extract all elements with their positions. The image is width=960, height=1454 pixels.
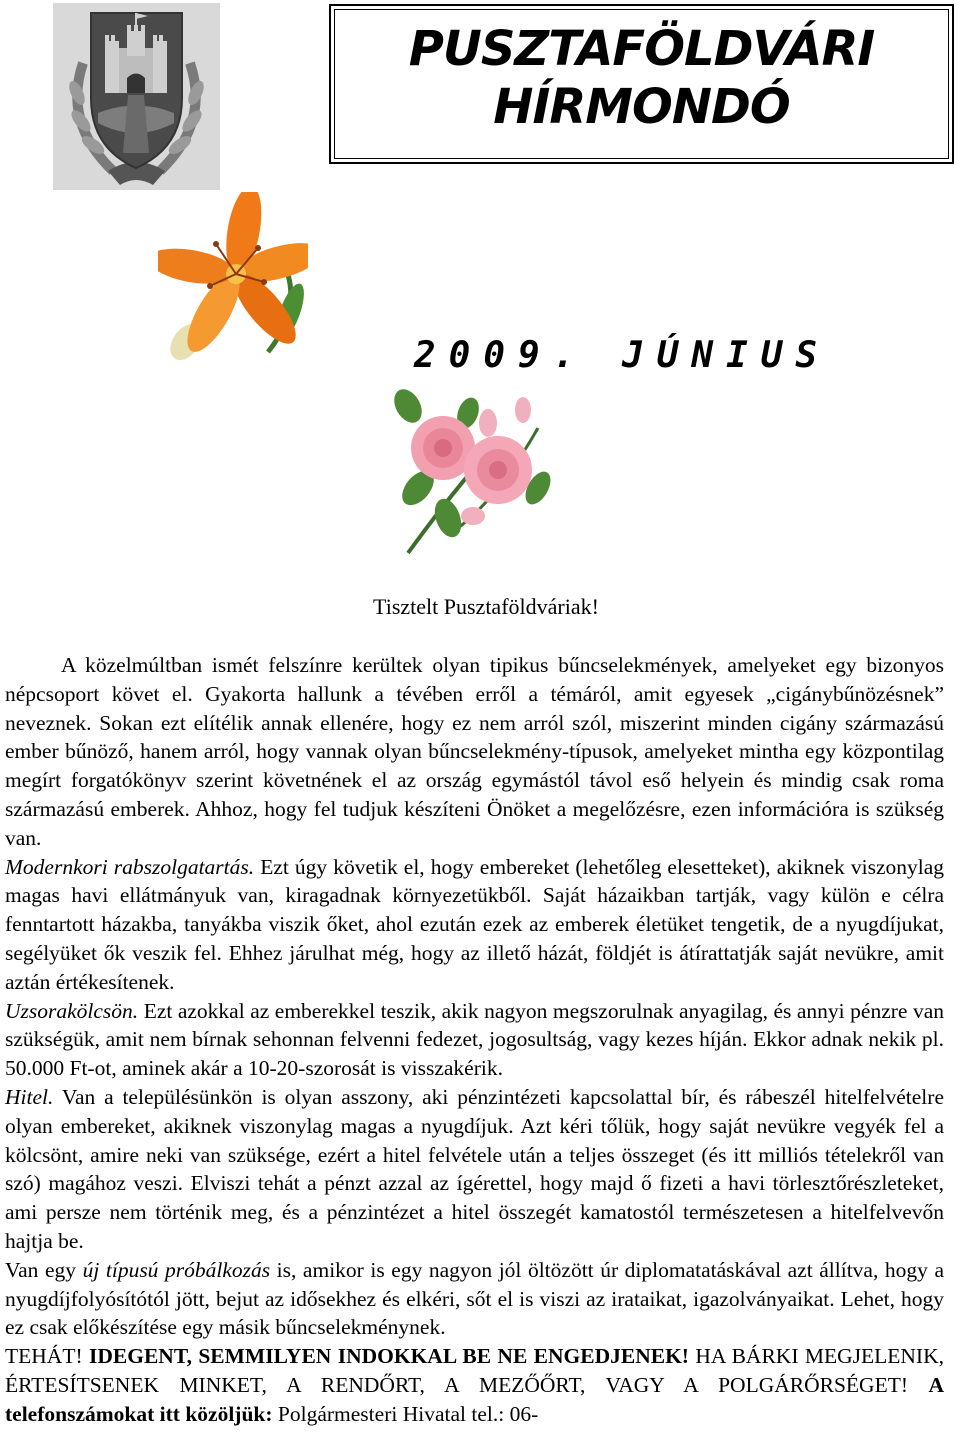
coat-of-arms-logo xyxy=(53,3,220,190)
warning-lead: TEHÁT! xyxy=(5,1344,89,1369)
phones-text: Polgármesteri Hivatal tel.: 06- xyxy=(272,1401,539,1426)
title-line-1: PUSZTAFÖLDVÁRI xyxy=(408,21,875,77)
slavery-paragraph xyxy=(5,853,944,997)
usury-text: Ezt azokkal az emberekkel teszik, akik nagyon megszorulnak anyagilag, és annyi pénzre van szükségük, amit nem bírnak sehonnan felvenni fedezet, jogosultság, vagy kezes híján. Ekkor adnak nekik pl. 50.000 Ft-ot, aminek akár a 10-20-szorosát is visszakérik. xyxy=(5,998,944,1081)
credit-heading: Hitel. xyxy=(5,1084,54,1109)
article-body xyxy=(5,651,944,1429)
warning-bold: IDEGENT, SEMMILYEN INDOKKAL BE NE ENGEDJENEK! xyxy=(89,1344,689,1369)
greeting: Tisztelt Pusztaföldváriak! xyxy=(373,594,599,619)
credit-text: Van a településünkön is olyan asszony, aki pénzintézeti kapcsolattal bír, és rábeszél hitelfelvételre olyan embereket, akiknek viszonylag magas a nyugdíjuk. Azt kéri tőlük, hogy saját nevükre vegyék fel a kölcsönt, amire neki van szüksége, ezért a hitel felvétele után a teljes összeget (és itt milliós tételekről van szó) magához veszi. Elviszi tehát a pénzt azzal az ígérettel, hogy majd ő fizeti a havi törlesztőrészleteket, ami persze nem történik meg, és a pénzintézet a hitel összegét kamatostól természetesen a hitelfelvevőn hajtja be. xyxy=(5,1084,944,1253)
newsletter-title xyxy=(331,20,952,136)
newtype-heading: új típusú próbálkozás xyxy=(82,1257,271,1282)
warning-rest: HA BÁRKI MEGJELENIK, ÉRTESÍTSENEK MINKET, A RENDŐRT, A MEZŐŐRT, VAGY A POLGÁRŐRSÉGET! xyxy=(5,1344,944,1397)
title-line-2: HÍRMONDÓ xyxy=(493,79,790,135)
intro-paragraph: A közelmúltban ismét felszínre kerültek olyan tipikus bűncselekmények, amelyeket egy bizonyos népcsoport követ el. Gyakorta hallunk a tévében erről a témáról, amit egyesek „cigánybűnözésnek” neveznek. Sokan ezt elítélik annak ellenére, hogy ez nem arról szól, miszerint minden cigány származású ember bűnöző, hanem arról, hogy vannak olyan bűncselekmény-típusok, amelyeket mintha egy központilag megírt forgatókönyv szerint követnének el az ország egymástól távol eső helyein és mindig csak roma származású emberek. Ahhoz, hogy fel tudjuk készíteni Önöket a megelőzésre, ezen információra is szükség van. xyxy=(5,653,944,850)
newtype-lead: Van egy xyxy=(5,1257,83,1282)
newtype-text: is, amikor is egy nagyon jól öltözött úr diplomatatáskával azt állítva, hogy a nyugdíjfolyósítótól jött, bejut az idősekhez és elkéri, sőt el is viszi az irataikat, igazolványaikat. Lehet, hogy ez csak előkészítése egy másik bűncselekménynek. xyxy=(5,1257,944,1340)
warning-paragraph xyxy=(5,1342,944,1428)
roses-image xyxy=(388,388,564,558)
credit-paragraph xyxy=(5,1083,944,1256)
usury-paragraph xyxy=(5,997,944,1083)
slavery-heading: Modernkori rabszolgatartás. xyxy=(5,854,255,879)
slavery-text: Ezt úgy követik el, hogy embereket (lehetőleg elesetteket), akiknek viszonylag magas havi ellátmányuk van, kiragadnak környezetükből. Saját házaikban tartják, vagy külön e célra fenntartott házakba, tanyákba viszik őket, ahol ezután ezek az emberek életüket tengetik, de a nyugdíjukat, segélyüket ők veszik fel. Ehhez járulhat még, hogy az illető házát, földjét is átírattatják saját nevükre, amit aztán értékesítenek. xyxy=(5,854,944,994)
newtype-paragraph xyxy=(5,1256,944,1342)
issue-date: 2009. JÚNIUS xyxy=(414,335,831,376)
usury-heading: Uzsorakölcsön. xyxy=(5,998,139,1023)
lily-flower-image xyxy=(158,192,308,364)
phones-heading: A telefonszámokat itt közöljük: xyxy=(5,1372,944,1426)
masthead-box xyxy=(329,4,954,164)
